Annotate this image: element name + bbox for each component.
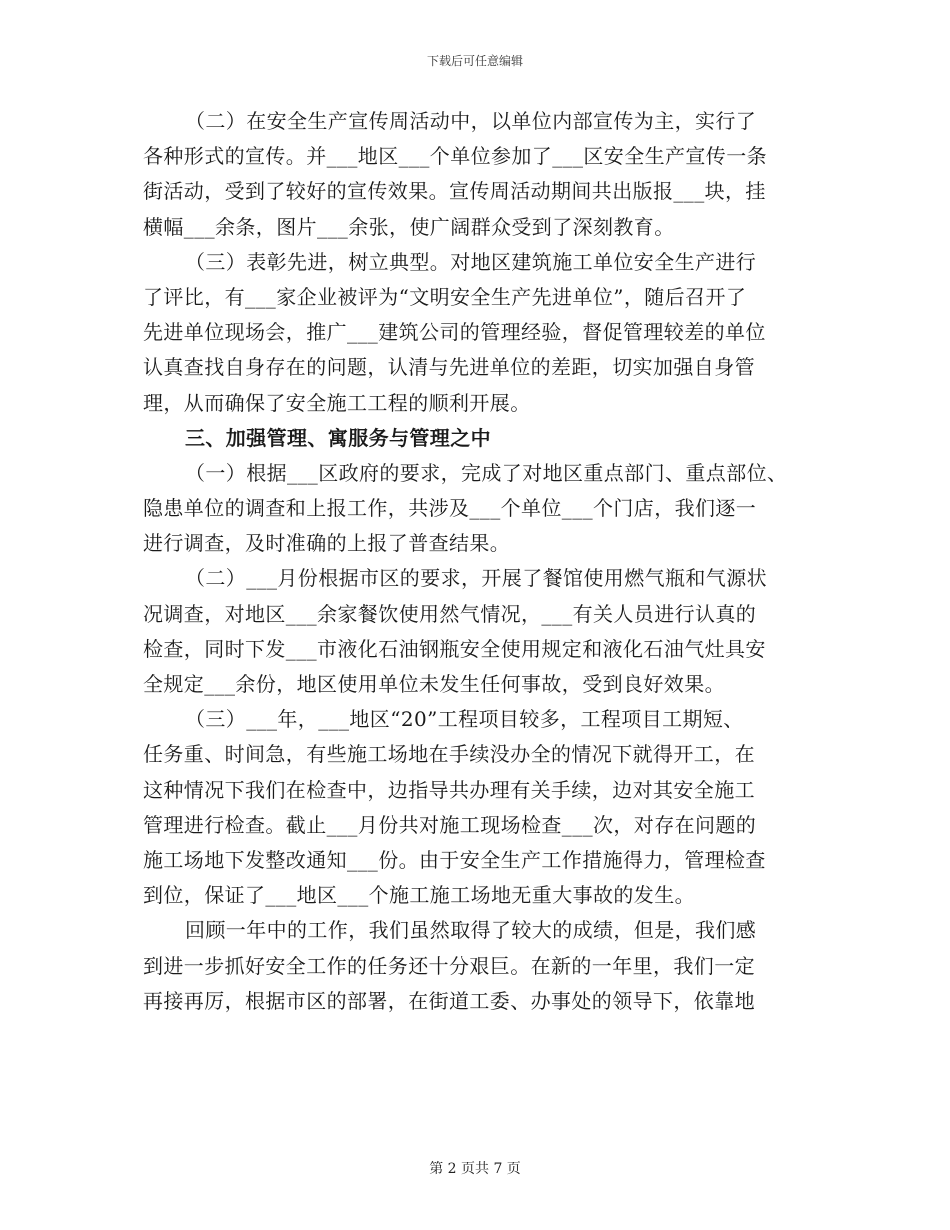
text-line: 到进一步抓好安全工作的任务还十分艰巨。在新的一年里，我们一定 <box>143 953 755 978</box>
text-line: 到位，保证了___地区___个施工施工场地无重大事故的发生。 <box>143 883 695 908</box>
text-line: 况调查，对地区___余家餐饮使用然气情况，___有关人员进行认真的 <box>143 601 757 626</box>
text-line: 了评比，有___家企业被评为“文明安全生产先进单位”，随后召开了 <box>143 284 747 309</box>
text-line: 隐患单位的调查和上报工作，共涉及___个单位___个门店，我们逐一 <box>143 496 757 521</box>
text-line: （三）___年，___地区“20”工程项目较多，工程项目工期短、 <box>185 707 744 732</box>
text-line: 先进单位现场会，推广___建筑公司的管理经验，督促管理较差的单位 <box>143 320 766 345</box>
section-heading: 三、加强管理、寓服务与管理之中 <box>185 425 491 450</box>
text-line: 这种情况下我们在检查中，边指导共办理有关手续，边对其安全施工 <box>143 777 755 802</box>
text-line: 各种形式的宣传。并___地区___个单位参加了___区安全生产宣传一条 <box>143 144 767 169</box>
text-line: 管理进行检查。截止___月份共对施工现场检查___次，对存在问题的 <box>143 812 757 837</box>
text-line: 检查，同时下发___市液化石油钢瓶安全使用规定和液化石油气灶具安 <box>143 636 766 661</box>
text-line: 认真查找自身存在的问题，认清与先进单位的差距，切实加强自身管 <box>143 355 755 380</box>
text-line: 进行调查，及时准确的上报了普查结果。 <box>143 531 511 556</box>
page-footer: 第 2 页共 7 页 <box>429 1161 521 1177</box>
text-line: 施工场地下发整改通知___份。由于安全生产工作措施得力，管理检查 <box>143 847 766 872</box>
text-line: 横幅___余条，图片___余张，使广阔群众受到了深刻教育。 <box>143 214 675 239</box>
text-line: （三）表彰先进，树立典型。对地区建筑施工单位安全生产进行 <box>185 249 757 274</box>
header-note: 下载后可任意编辑 <box>426 54 523 68</box>
text-line: 全规定___余份，地区使用单位未发生任何事故，受到良好效果。 <box>143 672 725 696</box>
text-line: （二）在安全生产宣传周活动中，以单位内部宣传为主，实行了 <box>185 109 757 133</box>
text-line: （一）根据___区政府的要求，完成了对地区重点部门、重点部位、 <box>185 460 788 485</box>
text-line: 街活动，受到了较好的宣传效果。宣传周活动期间共出版报___块，挂 <box>143 179 766 204</box>
text-line: （二）___月份根据市区的要求，开展了餐馆使用燃气瓶和气源状 <box>185 566 767 591</box>
text-line: 再接再厉，根据市区的部署，在街道工委、办事处的领导下，依靠地 <box>143 988 755 1013</box>
text-line: 回顾一年中的工作，我们虽然取得了较大的成绩，但是，我们感 <box>185 918 757 943</box>
document-body <box>143 104 813 1019</box>
text-line: 任务重、时间急，有些施工场地在手续没办全的情况下就得开工，在 <box>143 742 755 767</box>
text-line: 理，从而确保了安全施工工程的顺利开展。 <box>143 390 531 415</box>
